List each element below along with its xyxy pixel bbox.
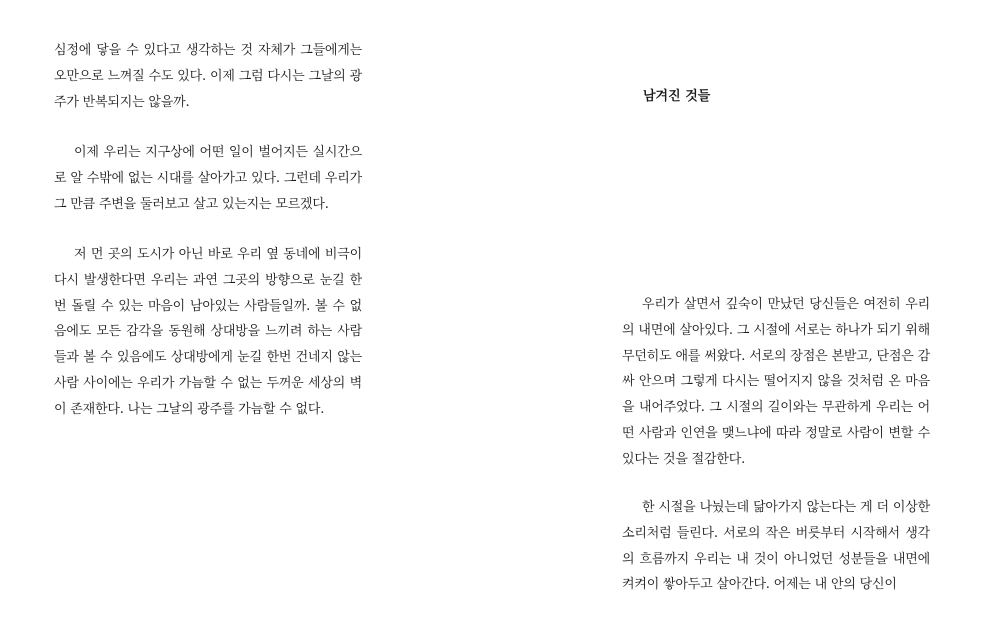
chapter-title: 남겨진 것들: [643, 89, 711, 104]
body-paragraph: 심정에 닿을 수 있다고 생각하는 것 자체가 그들에게는 오만으로 느껴질 수도 있다. 이제 그럼 다시는 그날의 광주가 반복되지는 않을까.: [54, 43, 362, 110]
body-paragraph: 저 먼 곳의 도시가 아닌 바로 우리 옆 동네에 비극이 다시 발생한다면 우리는 과연 그곳의 방향으로 눈길 한 번 돌릴 수 있는 마음이 남아있는 사람들일까. 볼 수 없음에도 모든 감각을 동원해 상대방을 느끼려 하는 사람들과 볼 수 있음에도 상대방에게 눈길 한번 건네지 않는 사람 사이에는 우리가 가늠할 수 없는 두꺼운 세상의 벽이 존재한다. 나는 그날의 광주를 가늠할 수 없다.: [54, 247, 362, 417]
left-page: [54, 0, 362, 633]
body-paragraph: 이제 우리는 지구상에 어떤 일이 벌어지든 실시간으로 알 수밖에 없는 시대를 살아가고 있다. 그런데 우리가 그 만큼 주변을 둘러보고 살고 있는지는 모르겠다.: [54, 145, 362, 212]
body-paragraph: 한 시절을 나눴는데 닮아가지 않는다는 게 더 이상한 소리처럼 들린다. 서로의 작은 버릇부터 시작해서 생각의 흐름까지 우리는 내 것이 아니었던 성분들을 내면에 켜켜이 쌓아두고 살아간다. 어제는 내 안의 당신이: [622, 500, 930, 593]
body-paragraph: 우리가 살면서 깊숙이 만났던 당신들은 여전히 우리의 내면에 살아있다. 그 시절에 서로는 하나가 되기 위해 무던히도 애를 써왔다. 서로의 장점은 본받고, 단점은 감싸 안으며 그렇게 다시는 떨어지지 않을 것처럼 온 마음을 내어주었다. 그 시절의 길이와는 무관하게 우리는 어떤 사람과 인연을 맺느냐에 따라 정말로 사람이 변할 수 있다는 것을 절감한다.: [622, 297, 930, 467]
right-page: [622, 0, 930, 633]
